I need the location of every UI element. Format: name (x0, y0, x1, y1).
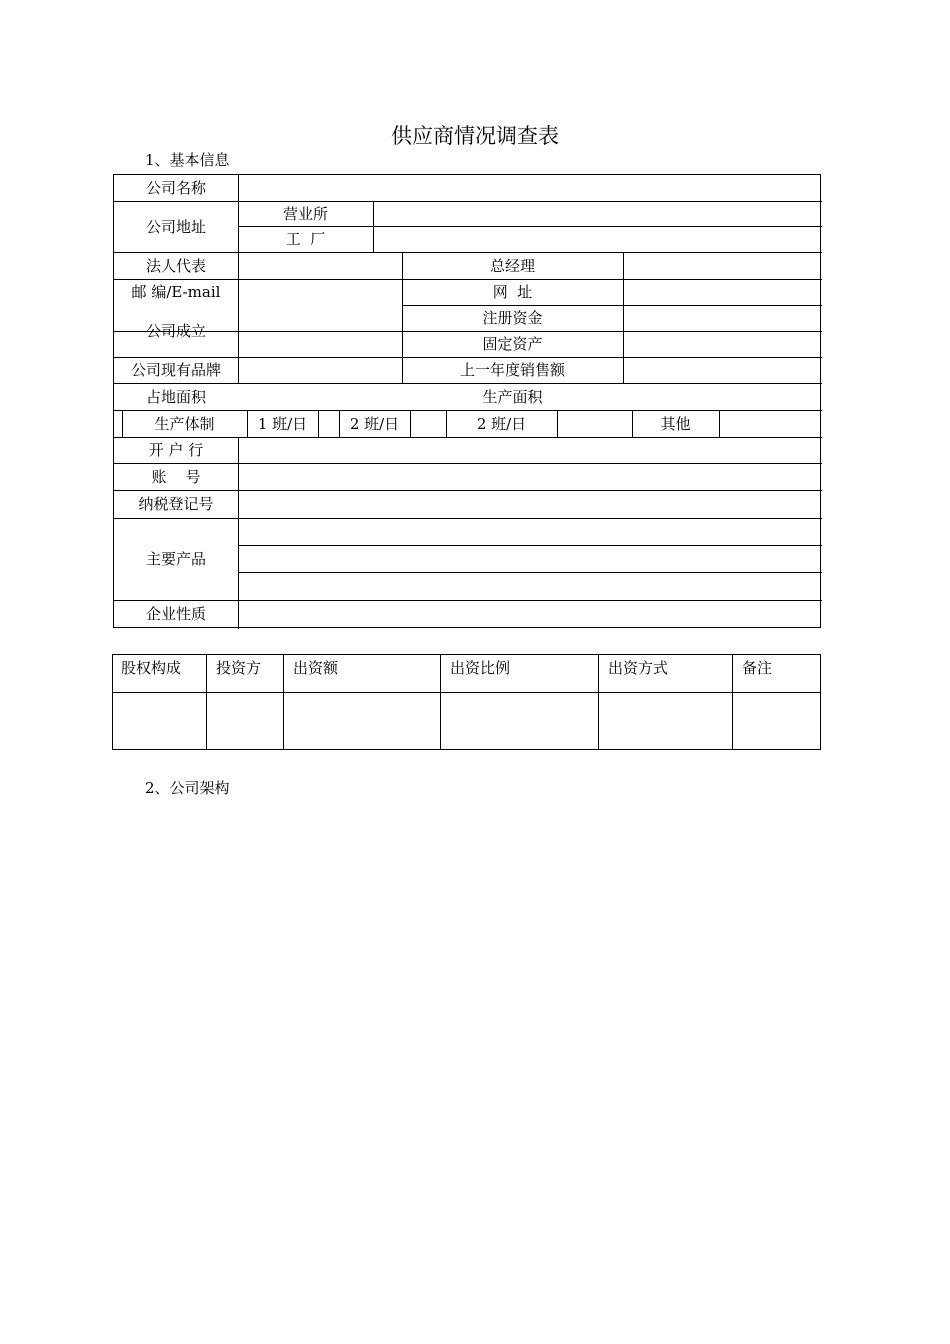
label-general-manager: 总经理 (489, 256, 535, 275)
label-fixed-assets: 固定资产 (482, 335, 543, 353)
label-business-office: 营业所 (282, 204, 328, 223)
equity-header-remarks: 备注 (742, 659, 773, 677)
label-last-year-sales: 上一年度销售额 (459, 361, 565, 379)
equity-header-ratio: 出资比例 (450, 659, 511, 677)
label-company-address: 公司地址 (145, 217, 206, 236)
label-company-name: 公司名称 (145, 179, 206, 197)
label-production-area: 生产面积 (482, 387, 543, 406)
label-other: 其他 (660, 414, 691, 433)
label-factory: 工 厂 (285, 230, 326, 248)
label-established: 公司成立 (145, 322, 206, 340)
equity-header-investor: 投资方 (216, 659, 262, 677)
equity-header-amount: 出资额 (293, 659, 339, 677)
label-legal-rep: 法人代表 (145, 256, 206, 275)
basic-info-table (113, 174, 821, 628)
page-title: 供应商情况调查表 (391, 124, 559, 148)
label-tax-id: 纳税登记号 (138, 495, 214, 513)
label-shift-2a: 2 班/日 (349, 414, 400, 433)
label-bank: 开 户 行 (148, 441, 204, 459)
equity-header-structure: 股权构成 (121, 659, 182, 677)
label-main-products: 主要产品 (145, 550, 206, 568)
equity-table (112, 654, 821, 750)
label-account: 账 号 (151, 467, 201, 486)
label-land-area: 占地面积 (145, 387, 206, 406)
label-brands: 公司现有品牌 (130, 361, 221, 379)
label-registered-capital: 注册资金 (482, 309, 543, 327)
label-website: 网 址 (492, 283, 533, 301)
equity-header-method: 出资方式 (608, 659, 669, 677)
label-shift-2b: 2 班/日 (476, 414, 527, 433)
label-enterprise-type: 企业性质 (145, 605, 206, 623)
section-heading-basic-info: 1、基本信息 (145, 151, 230, 169)
label-shift-1: 1 班/日 (257, 414, 308, 433)
section-heading-org-structure: 2、公司架构 (145, 779, 230, 797)
label-production-system: 生产体制 (154, 414, 215, 433)
label-postcode-email: 邮 编/E-mail (131, 283, 221, 301)
